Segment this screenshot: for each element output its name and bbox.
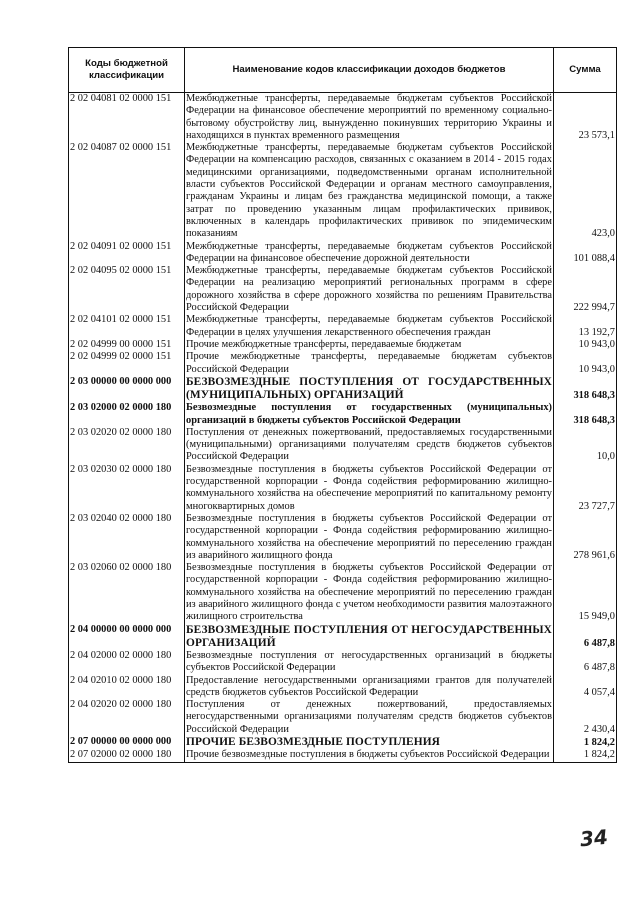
row-sum: 4 057,4: [554, 675, 617, 700]
page-number: 34: [578, 824, 610, 852]
table-row: [69, 265, 617, 314]
row-name: Прочие безвозмездные поступления в бюджеты субъектов Российской Федерации: [185, 749, 554, 762]
row-name: ПРОЧИЕ БЕЗВОЗМЕЗДНЫЕ ПОСТУПЛЕНИЯ: [185, 736, 554, 749]
table-row: [69, 241, 617, 266]
row-name: Поступления от денежных пожертвований, предоставляемых государственными (муниципальными) организациями получателям средств бюджетов субъектов Российской Федерации: [186, 426, 552, 463]
row-code: 2 03 02060 02 0000 180: [69, 562, 185, 623]
row-sum: 10 943,0: [554, 339, 617, 351]
row-sum: 318 648,3: [554, 376, 617, 402]
row-code: 2 04 02010 02 0000 180: [69, 675, 185, 700]
row-code: 2 02 04087 02 0000 151: [69, 142, 185, 240]
row-name: Межбюджетные трансферты, передаваемые бюджетам субъектов Российской Федерации в целях улучшения лекарственного обеспечения граждан: [186, 314, 552, 338]
row-code: 2 02 04081 02 0000 151: [69, 93, 185, 143]
row-name: Прочие межбюджетные трансферты, передаваемые бюджетам: [185, 339, 554, 351]
row-code: 2 03 00000 00 0000 000: [69, 376, 185, 402]
table-row: [69, 314, 617, 339]
row-sum: 222 994,7: [554, 265, 617, 314]
row-sum: 6 487,8: [554, 624, 617, 650]
table-row: [69, 142, 617, 240]
row-name: Безвозмездные поступления от государственных (муниципальных) организаций в бюджеты субъектов Российской Федерации: [186, 402, 552, 426]
table-row: [69, 675, 617, 700]
row-name: Поступления от денежных пожертвований, предоставляемых негосударственными организациями получателям средств бюджетов субъектов Российской Федерации: [186, 699, 552, 735]
table-row: [69, 351, 617, 376]
header-sum: Сумма: [554, 48, 617, 93]
row-code: 2 02 04091 02 0000 151: [69, 241, 185, 266]
row-name: БЕЗВОЗМЕЗДНЫЕ ПОСТУПЛЕНИЯ ОТ ГОСУДАРСТВЕННЫХ (МУНИЦИПАЛЬНЫХ) ОРГАНИЗАЦИЙ: [186, 375, 552, 402]
row-name: Межбюджетные трансферты, передаваемые бюджетам субъектов Российской Федерации на реализацию мероприятий региональных программ в сфере дорожного хозяйства в сфере дорожного хозяйства по решениям Правительства Российской Федерации: [186, 265, 552, 314]
row-sum: 278 961,6: [554, 513, 617, 562]
row-sum: 318 648,3: [554, 402, 617, 427]
table-row: [69, 513, 617, 562]
row-code: 2 02 04101 02 0000 151: [69, 314, 185, 339]
row-name: Безвозмездные поступления в бюджеты субъектов Российской Федерации от государственной корпорации - Фонда содействия реформированию жилищно-коммунального хозяйства на обеспечение мероприятий по капитальному ремонту многоквартирных домов: [186, 463, 552, 512]
table-row: [69, 376, 617, 402]
table-row: [69, 339, 617, 351]
row-sum: 23 727,7: [554, 464, 617, 513]
row-sum: 10 943,0: [554, 351, 617, 376]
table-row: [69, 650, 617, 675]
row-sum: 15 949,0: [554, 562, 617, 623]
table-row: [69, 562, 617, 623]
row-sum: 23 573,1: [554, 93, 617, 143]
budget-revenue-table: [68, 47, 617, 763]
table-row: [69, 427, 617, 464]
row-name: Предоставление негосударственными организациями грантов для получателей средств бюджетов субъектов Российской Федерации: [186, 674, 552, 698]
row-code: 2 03 02040 02 0000 180: [69, 513, 185, 562]
row-name: Безвозмездные поступления от негосударственных организаций в бюджеты субъектов Российской Федерации: [186, 649, 552, 674]
row-code: 2 03 02030 02 0000 180: [69, 464, 185, 513]
table-row: [69, 749, 617, 762]
row-name: Безвозмездные поступления в бюджеты субъектов Российской Федерации от государственной корпорации - Фонда содействия реформированию жилищно-коммунального хозяйства на обеспечение мероприятий по переселению граждан из аварийного жилищного фонда: [186, 512, 552, 561]
row-name: Межбюджетные трансферты, передаваемые бюджетам субъектов Российской Федерации на компенсацию расходов, связанных с оказанием в 2014 - 2015 годах медицинскими организациями, подведомственными органам исполнительной власти субъектов Российской Федерации и органам местного самоуправления, гражданам Украины и лицам без гражданства медицинской помощи, а также затрат по проведению указанным лицам профилактических прививок, включенных в календарь профилактических прививок по эпидемическим показаниям: [186, 142, 552, 240]
row-name: Межбюджетные трансферты, передаваемые бюджетам субъектов Российской Федерации на финансовое обеспечение дорожной деятельности: [186, 240, 552, 264]
row-code: 2 04 02000 02 0000 180: [69, 650, 185, 675]
table-row: [69, 402, 617, 427]
row-sum: 1 824,2: [554, 736, 617, 749]
row-sum: 6 487,8: [554, 650, 617, 675]
row-code: 2 03 02000 02 0000 180: [69, 402, 185, 427]
row-name: Безвозмездные поступления в бюджеты субъектов Российской Федерации от государственной корпорации - Фонда содействия реформированию жилищно-коммунального хозяйства на обеспечение мероприятий по переселению граждан из аварийного жилищного фонда с учетом необходимости развития малоэтажного жилищного строительства: [186, 562, 552, 623]
row-code: 2 07 02000 02 0000 180: [69, 749, 185, 762]
row-sum: 10,0: [554, 427, 617, 464]
table-row: [69, 624, 617, 650]
row-sum: 2 430,4: [554, 699, 617, 736]
row-code: 2 04 02020 02 0000 180: [69, 699, 185, 736]
table-row: [69, 93, 617, 143]
row-name: Межбюджетные трансферты, передаваемые бюджетам субъектов Российской Федерации на финансовое обеспечение мероприятий по временному социально-бытовому обустройству лиц, вынужденно покинувших территорию Украины и находящихся в пунктах временного размещения: [186, 93, 552, 141]
header-name: Наименование кодов классификации доходов бюджетов: [185, 48, 554, 93]
row-code: 2 02 04999 00 0000 151: [69, 339, 185, 351]
row-sum: 101 088,4: [554, 241, 617, 266]
row-code: 2 07 00000 00 0000 000: [69, 736, 185, 749]
row-code: 2 02 04999 02 0000 151: [69, 351, 185, 376]
table-row: [69, 699, 617, 736]
table-row: [69, 736, 617, 749]
row-code: 2 04 00000 00 0000 000: [69, 624, 185, 650]
row-sum: 1 824,2: [554, 749, 617, 762]
row-code: 2 02 04095 02 0000 151: [69, 265, 185, 314]
table-row: [69, 464, 617, 513]
row-sum: 13 192,7: [554, 314, 617, 339]
row-code: 2 03 02020 02 0000 180: [69, 427, 185, 464]
header-code: Коды бюджетной классификации: [69, 48, 185, 93]
row-name: Прочие межбюджетные трансферты, передаваемые бюджетам субъектов Российской Федерации: [186, 351, 552, 375]
row-sum: 423,0: [554, 142, 617, 240]
row-name: БЕЗВОЗМЕЗДНЫЕ ПОСТУПЛЕНИЯ ОТ НЕГОСУДАРСТВЕННЫХ ОРГАНИЗАЦИЙ: [186, 623, 552, 649]
table-header-row: [69, 48, 617, 93]
